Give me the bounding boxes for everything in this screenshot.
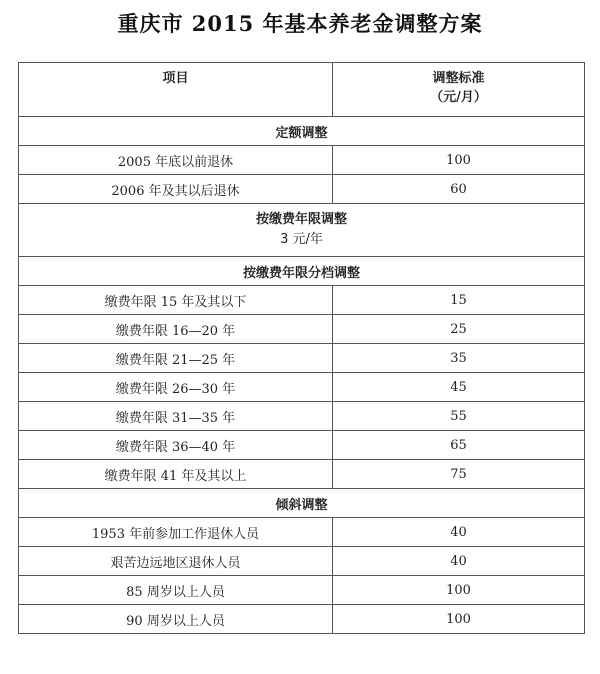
row-item: 90 周岁以上人员 [19,605,333,634]
row-value: 40 [333,518,585,547]
table-row [19,373,585,402]
row-item: 缴费年限 36—40 年 [19,431,333,460]
row-value: 75 [333,460,585,489]
row-value: 100 [333,146,585,175]
table-row [19,576,585,605]
section-tiers-label: 按缴费年限分档调整 [19,257,585,286]
table-row [19,605,585,634]
row-item: 缴费年限 41 年及其以上 [19,460,333,489]
section-years-value: 3 元/年 [280,232,323,247]
section-row [19,117,585,146]
section-row [19,204,585,257]
section-tilt-label: 倾斜调整 [19,489,585,518]
table-header-row [19,63,585,117]
row-item: 1953 年前参加工作退休人员 [19,518,333,547]
row-value: 45 [333,373,585,402]
row-item: 艰苦边远地区退休人员 [19,547,333,576]
row-value: 25 [333,315,585,344]
row-value: 65 [333,431,585,460]
table-row [19,518,585,547]
section-years-cell [19,204,585,257]
header-standard-unit: （元/月） [430,90,487,105]
section-years-label: 按缴费年限调整 [255,212,347,227]
row-value: 60 [333,175,585,204]
row-value: 100 [333,605,585,634]
header-standard-label: 调整标准 [432,71,485,86]
table-row [19,146,585,175]
row-item: 缴费年限 31—35 年 [19,402,333,431]
row-value: 100 [333,576,585,605]
table-row [19,431,585,460]
page-title: 重庆市 2015 年基本养老金调整方案 [117,11,483,36]
row-value: 35 [333,344,585,373]
table-row [19,460,585,489]
row-item: 2006 年及其以后退休 [19,175,333,204]
row-item: 缴费年限 16—20 年 [19,315,333,344]
row-item: 缴费年限 26—30 年 [19,373,333,402]
section-fixed-label: 定额调整 [19,117,585,146]
row-item: 2005 年底以前退休 [19,146,333,175]
section-row [19,257,585,286]
table-row [19,402,585,431]
table-row [19,344,585,373]
table-row [19,286,585,315]
section-row [19,489,585,518]
table-row [19,547,585,576]
table-row [19,315,585,344]
table-row [19,175,585,204]
row-value: 55 [333,402,585,431]
row-item: 85 周岁以上人员 [19,576,333,605]
row-item: 缴费年限 15 年及其以下 [19,286,333,315]
row-item: 缴费年限 21—25 年 [19,344,333,373]
row-value: 40 [333,547,585,576]
pension-adjustment-table [18,62,585,634]
row-value: 15 [333,286,585,315]
header-standard [333,63,585,117]
header-item: 项目 [19,63,333,117]
